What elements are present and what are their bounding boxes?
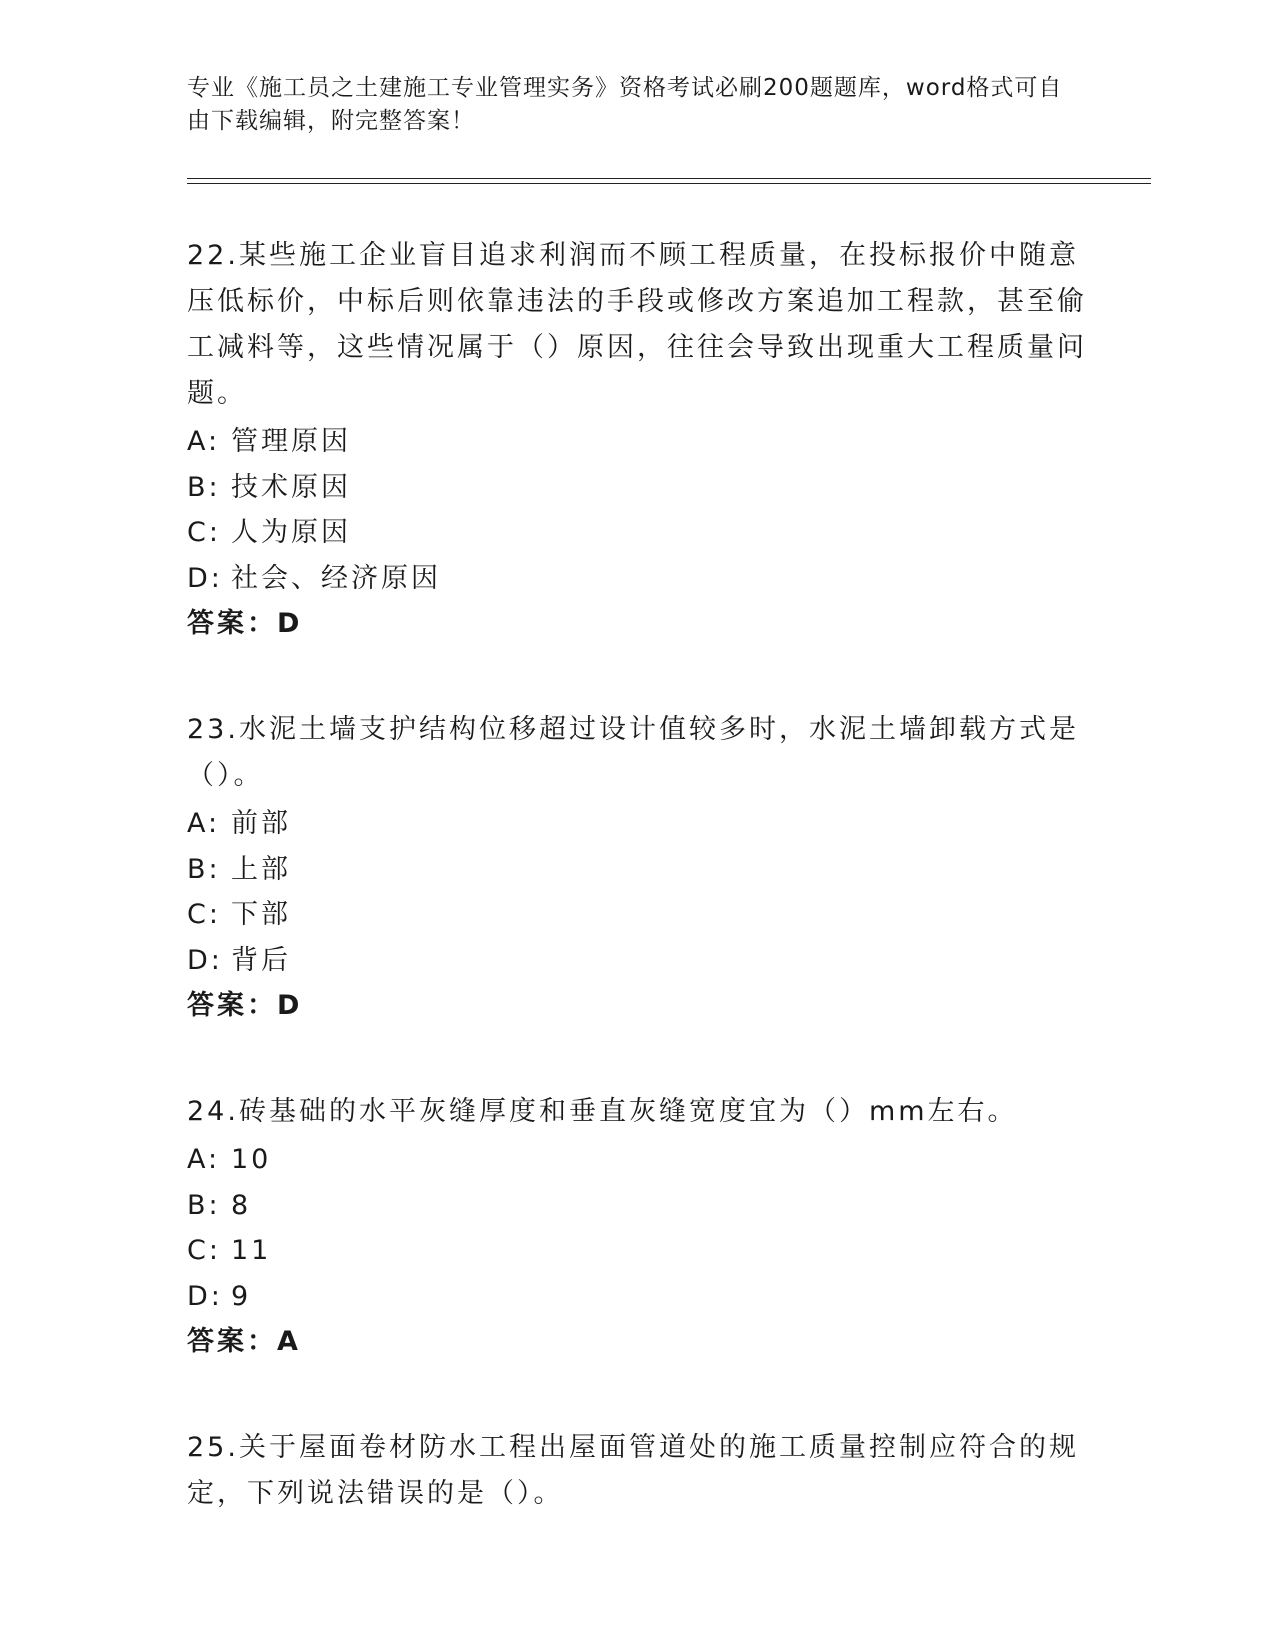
option-text: 人为原因 [231, 517, 351, 548]
question-stem: 24.砖基础的水平灰缝厚度和垂直灰缝宽度宜为（）mm左右。 [187, 1096, 1018, 1127]
answer-label: 答案：A [187, 1326, 301, 1357]
question-23 [187, 707, 1087, 1029]
option-text: 上部 [231, 853, 291, 885]
option-text: 背后 [231, 944, 291, 976]
document-header [187, 72, 1067, 138]
option-d [187, 1274, 1087, 1320]
option-letter: C: [187, 1235, 221, 1266]
question-list [187, 233, 1087, 1519]
option-letter: B: [187, 853, 221, 885]
question-stem: 25.关于屋面卷材防水工程出屋面管道处的施工质量控制应符合的规定，下列说法错误的是（）。 [187, 1432, 1079, 1509]
option-letter: C: [187, 899, 221, 930]
question-24 [187, 1089, 1087, 1365]
option-letter: D: [187, 944, 223, 976]
question-stem: 22.某些施工企业盲目追求利润而不顾工程质量，在投标报价中随意压低标价，中标后则依靠违法的手段或修改方案追加工程款，甚至偷工减料等，这些情况属于（）原因，往往会导致出现重大工程质量问题。 [187, 240, 1087, 409]
option-text: 10 [231, 1144, 272, 1175]
option-a [187, 801, 1087, 847]
question-stem: 23.水泥土墙支护结构位移超过设计值较多时，水泥土墙卸载方式是（）。 [187, 714, 1079, 791]
option-text: 11 [231, 1235, 272, 1266]
option-b [187, 465, 1087, 511]
option-d [187, 556, 1087, 602]
option-text: 9 [231, 1280, 252, 1312]
option-a [187, 419, 1087, 465]
option-text: 技术原因 [231, 471, 351, 503]
question-gap [187, 1029, 1087, 1089]
option-text: 前部 [231, 808, 291, 839]
answer-label: 答案：D [187, 990, 303, 1021]
header-text: 专业《施工员之土建施工专业管理实务》资格考试必刷200题题库，word格式可自由下载编辑，附完整答案！ [187, 75, 1063, 134]
option-letter: B: [187, 1189, 221, 1221]
option-c [187, 892, 1087, 938]
option-b [187, 847, 1087, 893]
option-letter: A: [187, 426, 221, 457]
question-gap [187, 1365, 1087, 1425]
option-letter: D: [187, 562, 223, 594]
option-letter: D: [187, 1280, 223, 1312]
option-b [187, 1183, 1087, 1229]
option-letter: A: [187, 808, 221, 839]
option-a [187, 1137, 1087, 1183]
option-letter: C: [187, 517, 221, 548]
option-text: 社会、经济原因 [231, 562, 441, 594]
option-letter: A: [187, 1144, 221, 1175]
header-divider-bottom [187, 183, 1151, 184]
question-gap [187, 647, 1087, 707]
header-divider-top [187, 178, 1151, 179]
option-letter: B: [187, 471, 221, 503]
question-22 [187, 233, 1087, 647]
option-text: 下部 [231, 899, 291, 930]
answer-label: 答案：D [187, 608, 303, 639]
option-d [187, 938, 1087, 984]
option-text: 管理原因 [231, 426, 351, 457]
option-text: 8 [231, 1189, 252, 1221]
option-c [187, 1228, 1087, 1274]
question-25 [187, 1425, 1087, 1517]
option-c [187, 510, 1087, 556]
